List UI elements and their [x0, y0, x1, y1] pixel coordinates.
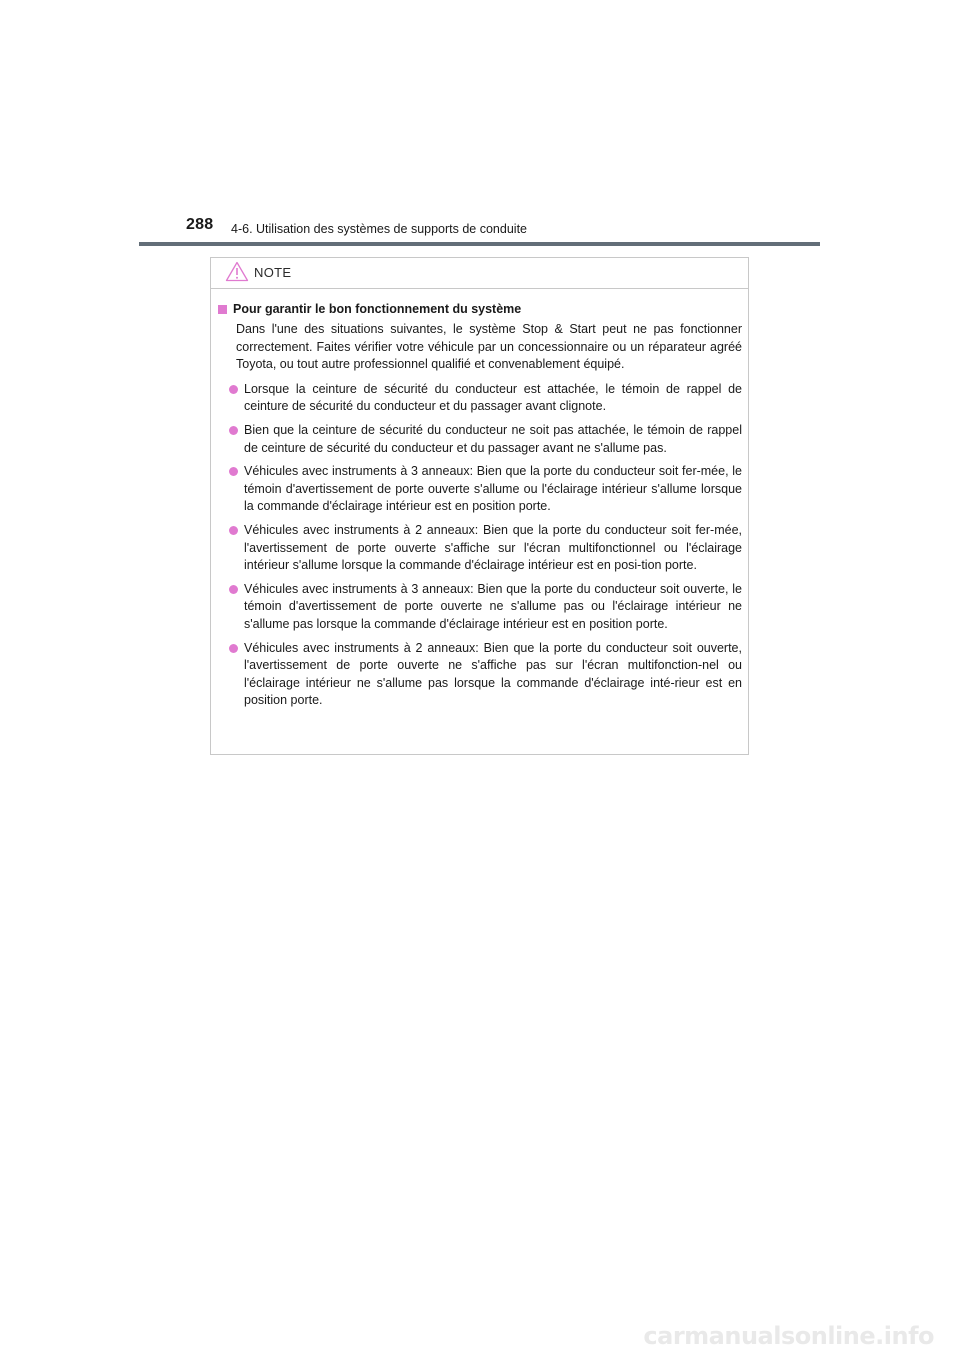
- note-label: NOTE: [254, 265, 292, 280]
- list-item-text: Véhicules avec instruments à 2 anneaux: Bien que la porte du conducteur soit fer-mée, l'avertissement de porte ouverte s'affiche sur l'écran multifonctionnel ou l'éclairage intérieur s'allume lorsque la commande d'éclairage intérieur est en posi-tion porte.: [244, 522, 742, 573]
- list-item-text: Véhicules avec instruments à 3 anneaux: Bien que la porte du conducteur soit fer-mée, le témoin d'avertissement de porte ouverte s'allume ou l'éclairage intérieur s'allume lorsque la commande d'éclairage intérieur est en position porte.: [244, 464, 742, 514]
- list-item: [218, 581, 742, 634]
- round-bullet-icon: [229, 467, 238, 476]
- list-item-text: Lorsque la ceinture de sécurité du conducteur est attachée, le témoin de rappel de ceinture de sécurité du conducteur et du passager avant clignote.: [244, 381, 742, 414]
- round-bullet-icon: [229, 644, 238, 653]
- list-item-text: Véhicules avec instruments à 3 anneaux: Bien que la porte du conducteur soit ouverte, le témoin d'avertissement de porte ouverte ne s'allume pas ou l'éclairage intérieur ne s'allume pas lorsque la commande d'éclairage intérieur est en position porte.: [244, 581, 742, 631]
- list-item: [218, 522, 742, 575]
- list-item: [218, 422, 742, 457]
- round-bullet-icon: [229, 585, 238, 594]
- condition-list: [218, 381, 742, 710]
- round-bullet-icon: [229, 385, 238, 394]
- note-heading: [218, 301, 742, 318]
- section-title: 4-6. Utilisation des systèmes de supports de conduite: [231, 222, 527, 236]
- note-intro: Dans l'une des situations suivantes, le système Stop & Start peut ne pas fonctionner correctement. Faites vérifier votre véhicule par un concessionnaire ou un réparateur agréé Toyota, ou tout autre professionnel qualifié et convenablement équipé.: [236, 322, 742, 372]
- round-bullet-icon: [229, 426, 238, 435]
- list-item: [218, 381, 742, 416]
- note-body: [211, 289, 748, 710]
- round-bullet-icon: [229, 526, 238, 535]
- note-box: [210, 257, 749, 755]
- header-rule: [139, 242, 820, 246]
- list-item: [218, 463, 742, 516]
- list-item-text: Véhicules avec instruments à 2 anneaux: Bien que la porte du conducteur soit ouverte, l'avertissement de porte ouverte ne s'affiche pas sur l'écran multifonction-nel ou l'éclairage intérieur ne s'allume pas lorsque la commande d'éclairage inté-rieur est en position porte.: [244, 640, 742, 708]
- watermark-link[interactable]: carmanualsonline.info: [643, 1322, 934, 1350]
- list-item-text: Bien que la ceinture de sécurité du conducteur ne soit pas attachée, le témoin de rappel de ceinture de sécurité du conducteur et du passager avant ne s'allume pas.: [244, 422, 742, 455]
- page-number: 288: [186, 216, 214, 233]
- note-heading-text: Pour garantir le bon fonctionnement du système: [233, 302, 522, 316]
- list-item: [218, 640, 742, 710]
- warning-triangle-icon: [225, 261, 249, 282]
- note-header: [211, 258, 748, 289]
- square-bullet-icon: [218, 305, 227, 314]
